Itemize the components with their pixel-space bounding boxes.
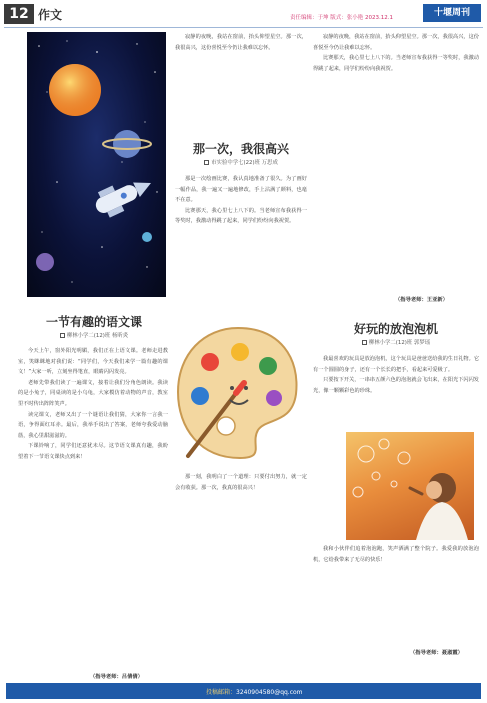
article2-title: 那一次，我很高兴 (192, 142, 289, 156)
article3-title: 好玩的放泡泡机 (353, 322, 438, 336)
byline-box-icon (362, 340, 367, 345)
palette-illustration (170, 318, 306, 466)
article2-body (175, 174, 307, 314)
page-footer (6, 683, 481, 699)
article1-paragraph: 读完课文，老师又出了一个谜语让我们猜，大家你一言我一语，争得面红耳赤。最后，我举手说出了答案，老师夸我爱动脑筋，我心里甜滋滋的。 (18, 411, 168, 439)
submission-email (206, 687, 303, 696)
article1-byline-text: 柳林小学二(12)班 杨昕炎 (66, 333, 129, 339)
article2-paragraph: 寂静的夜晚，我站在窗前，抬头仰望星空。那一次，我很高兴，这份喜悦至今仍让我难以忘怀。 (175, 34, 307, 51)
byline-box-icon (204, 160, 209, 165)
submission-email-address[interactable]: 3240904580@qq.com (236, 689, 303, 696)
article2-intro (175, 32, 307, 124)
article1-paragraph: 老师先带我们读了一遍课文，接着让我们分角色朗读。我读的是小兔子，同桌读的是小乌龟，大家模仿着动物的声音，教室里不时传出阵阵笑声。 (18, 379, 168, 407)
article1-paragraph: 今天上午，窗外阳光明媚，我们正在上语文课。老师走进教室，笑眯眯地对我们说：“同学们，今天我们来学一篇有趣的课文！”大家一听，立刻坐得笔直，眼睛闪闪发亮。 (18, 348, 168, 376)
article3-body (313, 354, 479, 428)
header-divider (4, 27, 483, 28)
article2-paragraph: 那是一次绘画比赛，我认真地准备了很久。为了画好一幅作品，我一遍又一遍地修改，手上沾满了颜料，也毫不在意。 (175, 176, 307, 204)
article3-byline (313, 338, 479, 346)
article3-body-end (313, 544, 479, 646)
article2-signature: （指导老师：王亚新） (395, 297, 448, 303)
byline-box-icon (60, 333, 65, 338)
article2-byline-text: 市实验中学七(22)班 万思成 (211, 160, 278, 166)
child-bubbles-photo (346, 432, 474, 540)
newspaper-brand: 十堰周刊 (423, 4, 481, 22)
editor-meta: 责任编辑：于坤 版式：张小艳 2023.12.1 (290, 15, 393, 21)
article2-byline (175, 158, 307, 166)
article1-title: 一节有趣的语文课 (45, 315, 142, 329)
article2-paragraph: 比赛那天，我心里七上八下的。当老师宣布我获得一等奖时，我激动得跳了起来，同学们纷纷向我祝贺。 (313, 55, 479, 72)
article3-byline-text: 柳林小学二(12)班 郭梦瑶 (368, 340, 431, 346)
article3-signature: （指导老师：聂淑霞） (410, 650, 463, 656)
article1-paragraph: 下课铃响了，同学们还意犹未尽。这节语文课真有趣，我盼望着下一节语文课快点到来！ (18, 443, 168, 460)
article2-paragraph: 比赛那天，我心里七上八下的。当老师宣布我获得一等奖时，我激动得跳了起来，同学们纷纷向我祝贺。 (175, 207, 307, 225)
article2-paragraph: 那一刻，我明白了一个道理：只要付出努力，就一定会有收获。那一次，我真的很高兴！ (175, 474, 307, 491)
article2-paragraph: 寂静的夜晚，我站在窗前，抬头仰望星空。那一次，我很高兴，这份喜悦至今仍让我难以忘怀。 (313, 34, 479, 51)
space-illustration (27, 32, 166, 297)
article1-signature: （指导老师：吕倩倩） (90, 674, 143, 680)
article3-paragraph: 我最喜欢的玩具是放泡泡机，这个玩具是爸爸送给我的生日礼物。它有一个圆圆的身子，还有一个长长的把手，看起来可爱极了。 (313, 356, 479, 373)
article3-paragraph: 我和小伙伴们追着泡泡跑，笑声洒满了整个院子。我爱我的放泡泡机，它给我带来了无尽的快乐！ (313, 546, 479, 563)
page-header (0, 0, 487, 28)
section-title: 作文 (38, 8, 63, 22)
article2-body-continued (175, 472, 307, 684)
article1-byline (16, 331, 172, 339)
submission-label: 投稿邮箱： (206, 689, 237, 696)
article2-continued-right (313, 32, 479, 302)
page-number: 12 (4, 4, 34, 24)
article3-paragraph: 只要按下开关，一串串五颜六色的泡泡就会飞出来，在阳光下闪闪发光，像一颗颗彩色的珍珠。 (313, 377, 479, 394)
article1-body (18, 346, 168, 684)
article3-body-continued (313, 428, 343, 540)
